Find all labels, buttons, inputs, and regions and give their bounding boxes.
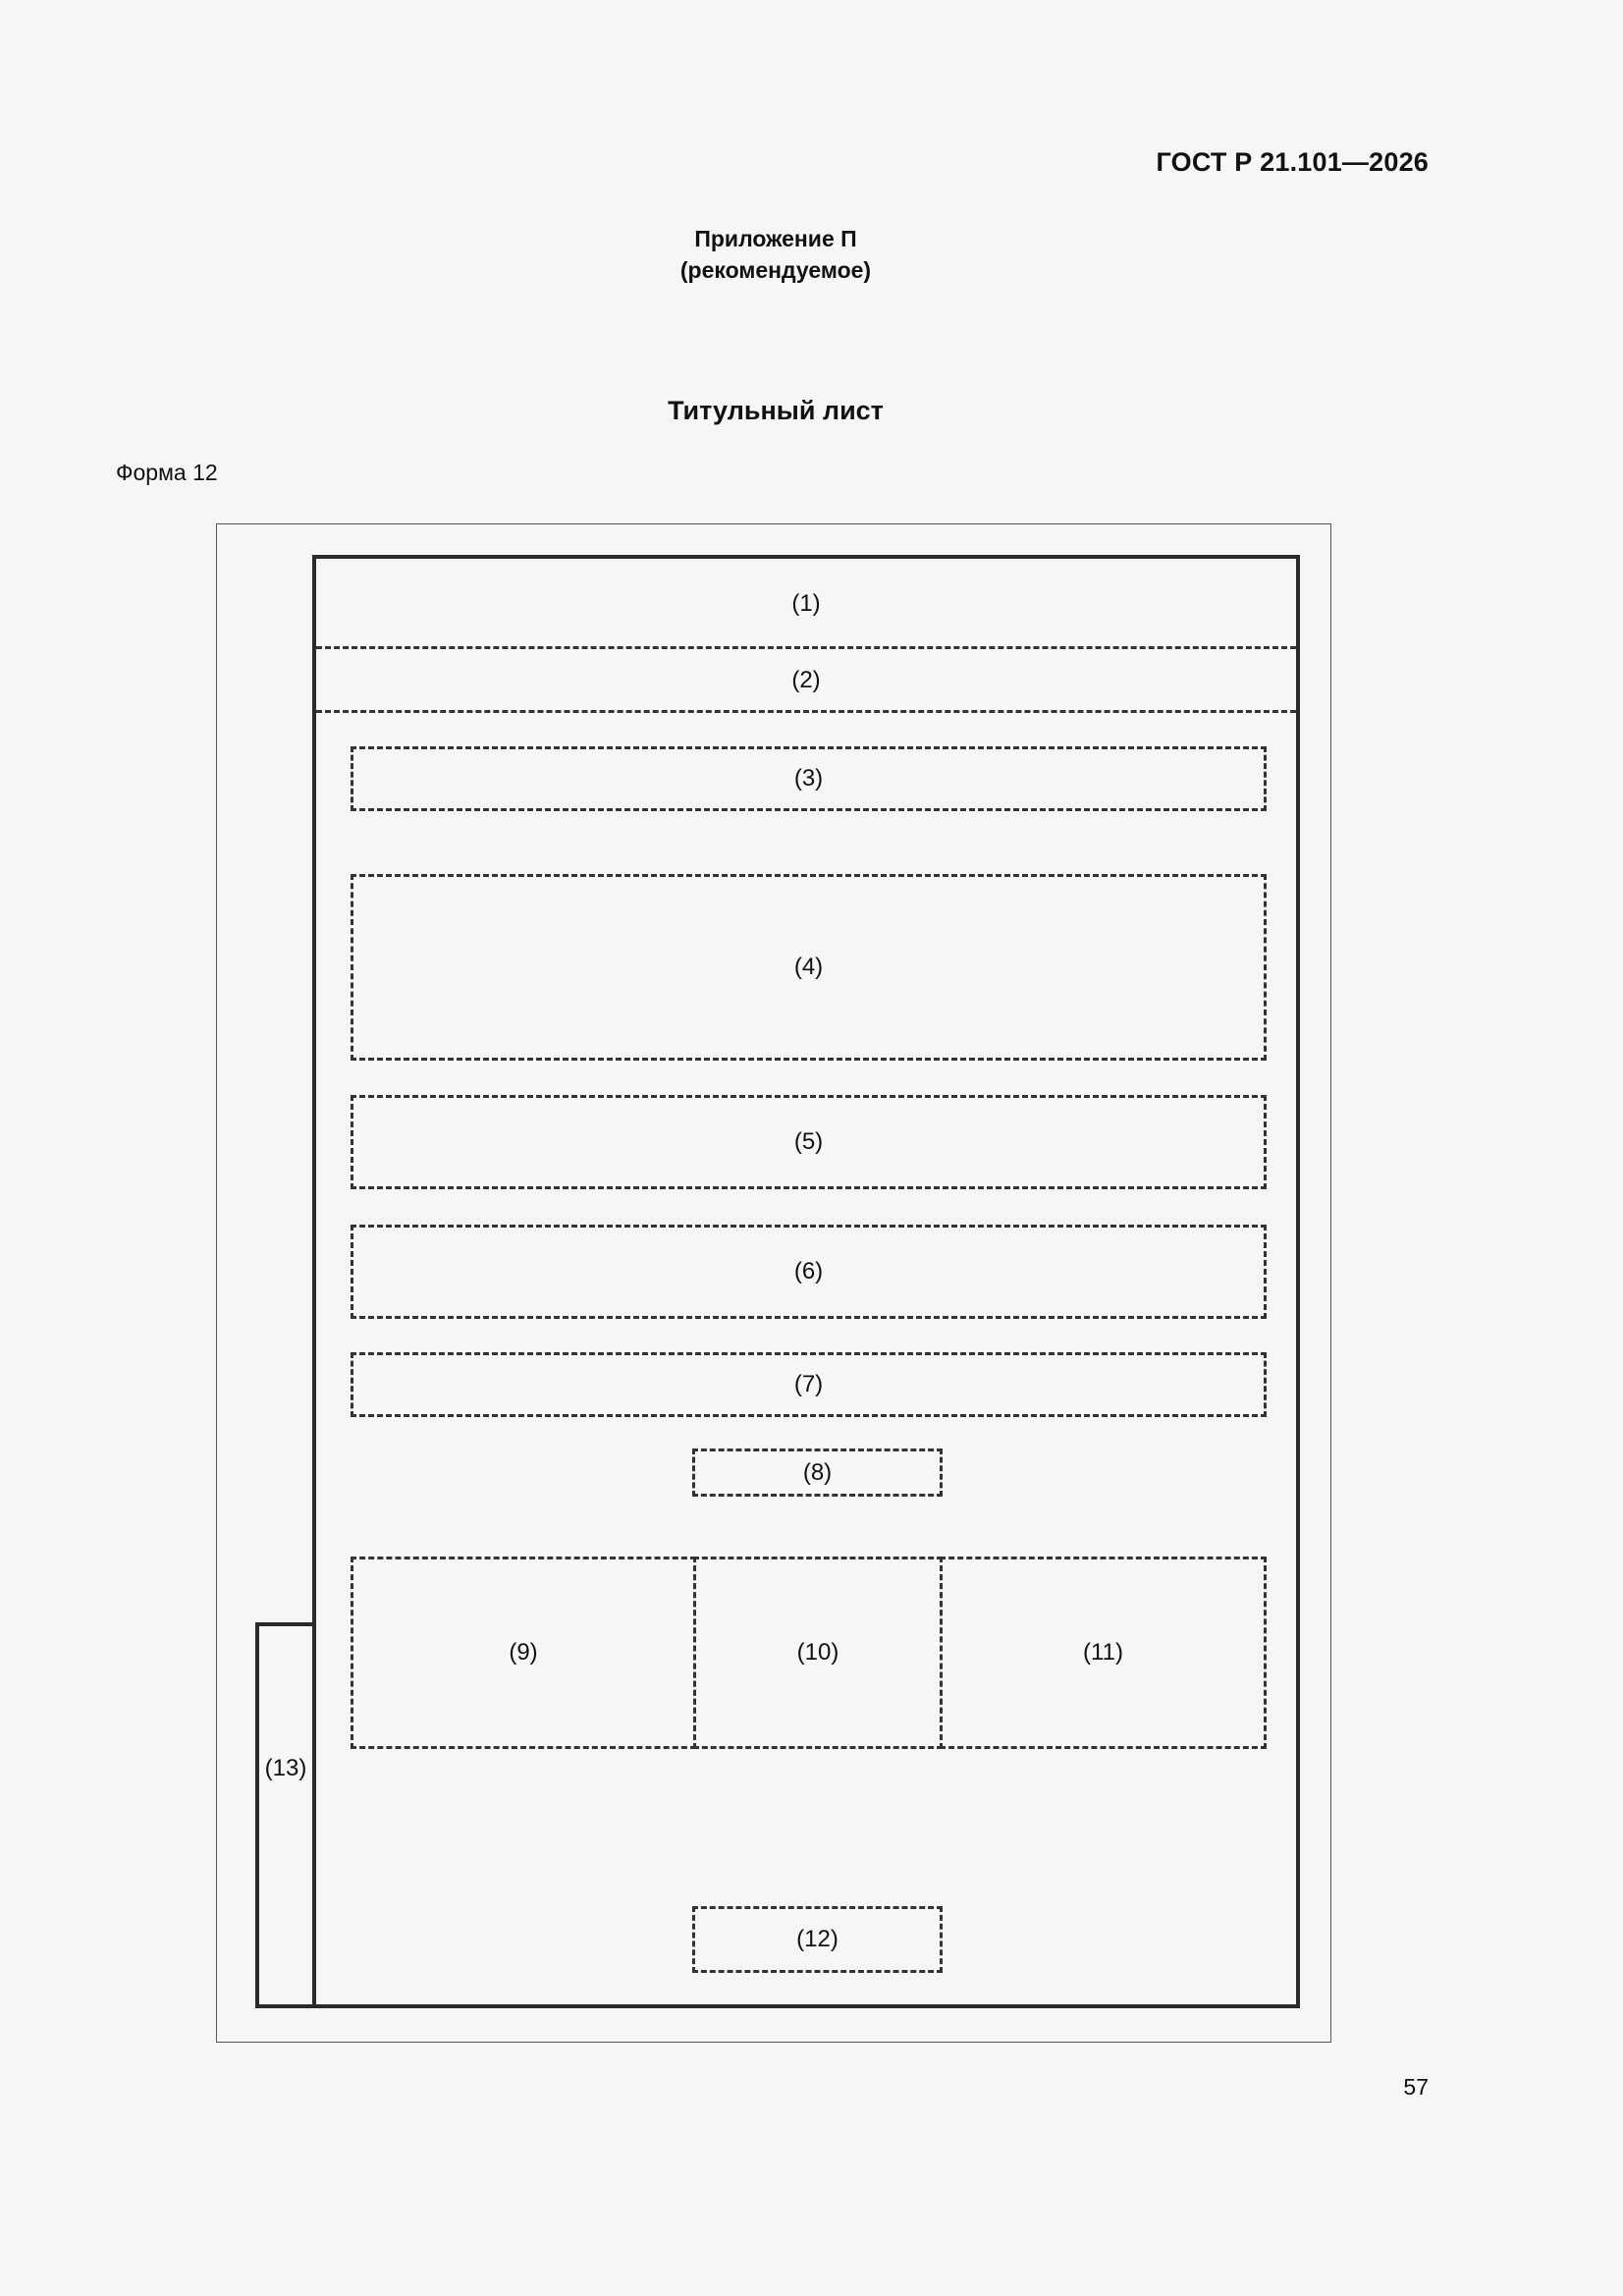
field-4-label: (4) — [793, 954, 824, 980]
field-10-box — [693, 1557, 943, 1749]
field-7-box — [351, 1352, 1267, 1417]
field-9-label: (9) — [509, 1639, 538, 1666]
field-11-box — [940, 1557, 1267, 1749]
form-label: Форма 12 — [116, 460, 218, 485]
field-5-label: (5) — [793, 1128, 824, 1155]
field-1-band — [316, 559, 1296, 648]
field-5-box — [351, 1095, 1267, 1189]
field-4-box — [351, 874, 1267, 1061]
sheet-title: Титульный лист — [668, 396, 884, 425]
appendix-title: Приложение П — [694, 226, 857, 251]
field-2-label: (2) — [791, 667, 821, 693]
field-9-box — [351, 1557, 696, 1749]
field-6-label: (6) — [793, 1258, 824, 1285]
field-12-label: (12) — [796, 1926, 839, 1952]
field-12-box — [692, 1906, 943, 1973]
field-3-label: (3) — [793, 765, 824, 792]
field-13-band — [259, 1626, 312, 1911]
document-code: ГОСТ Р 21.101—2026 — [1156, 147, 1429, 177]
appendix-type: (рекомендуемое) — [679, 257, 872, 283]
field-2-band — [316, 649, 1296, 712]
field-6-box — [351, 1225, 1267, 1319]
field-8-box — [692, 1449, 943, 1497]
field-10-label: (10) — [796, 1639, 839, 1666]
divider-2 — [316, 710, 1296, 713]
field-7-label: (7) — [793, 1371, 824, 1397]
field-13-label: (13) — [264, 1755, 307, 1781]
field-3-box — [351, 746, 1267, 811]
field-11-label: (11) — [1083, 1639, 1123, 1666]
field-1-label: (1) — [791, 589, 821, 617]
page-number: 57 — [1403, 2074, 1429, 2100]
field-8-label: (8) — [802, 1458, 833, 1486]
